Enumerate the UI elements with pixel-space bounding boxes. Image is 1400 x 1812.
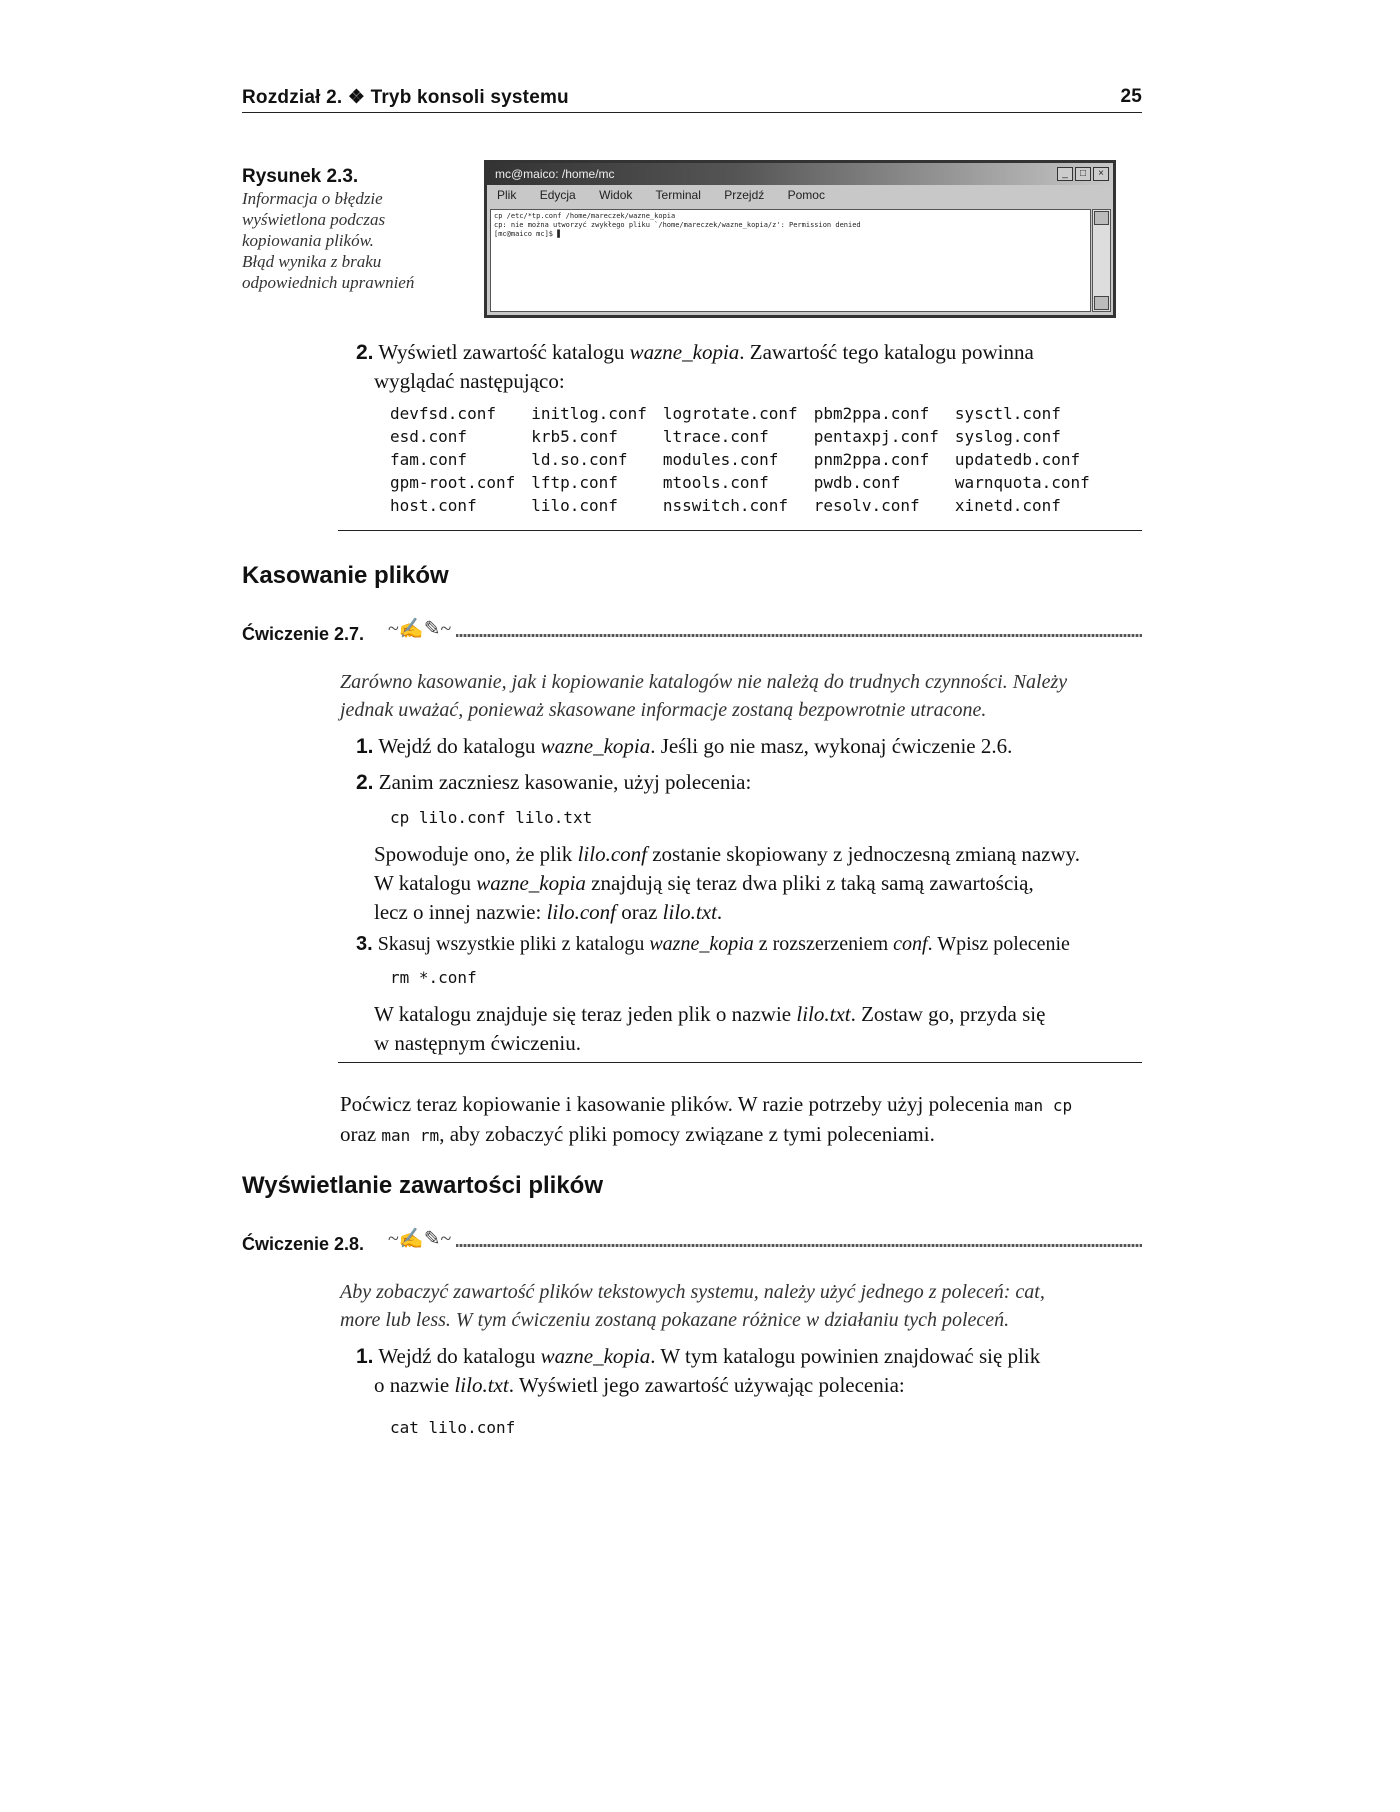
step-text: Zanim zaczniesz kasowanie, użyj polecenia:: [378, 770, 752, 794]
exercise-rule: [456, 634, 1142, 637]
file-listing: [390, 402, 1106, 517]
file-row: [390, 425, 1106, 448]
s2-step-1: [356, 1342, 1136, 1400]
exercise-intro: [340, 1278, 1150, 1334]
step-number: 2.: [356, 341, 374, 364]
step-text: . Jeśli go nie masz, wykonaj ćwiczenie 2.6.: [650, 734, 1013, 758]
file-name: updatedb.conf: [954, 450, 1081, 469]
step-number: 2.: [356, 771, 374, 794]
file-name: lilo.conf: [577, 842, 647, 866]
step-text: Wyświetl zawartość katalogu: [378, 340, 630, 364]
s1-step-2-desc: [374, 840, 1154, 927]
caption-line: Błąd wynika z braku: [242, 252, 382, 271]
close-icon: ×: [1093, 167, 1109, 181]
dir-name: wazne_kopia: [476, 871, 586, 895]
file-name: lilo.txt: [454, 1373, 509, 1397]
text: . Zostaw go, przyda się: [850, 1002, 1046, 1026]
exercise-end-rule: [338, 1062, 1142, 1063]
text: zostanie skopiowany z jednoczesną zmianą nazwy.: [646, 842, 1081, 866]
caption-line: wyświetlona podczas: [242, 210, 386, 229]
text: oraz: [616, 900, 663, 924]
file-name: lftp.conf: [531, 473, 618, 492]
figure-caption: [242, 188, 414, 293]
text: oraz: [340, 1122, 382, 1146]
caption-line: kopiowania plików.: [242, 231, 374, 250]
exercise-ornament-icon: ~✍✎~: [388, 1228, 452, 1250]
inline-code: man cp: [1014, 1096, 1073, 1115]
command: cat lilo.conf: [390, 1418, 516, 1437]
file-name: initlog.conf: [531, 404, 647, 423]
file-name: devfsd.conf: [390, 404, 496, 423]
terminal-line: cp: nie można utworzyć zwykłego pliku `/home/mareczek/wazne_kopia/z': Permission denied: [494, 221, 861, 229]
file-name: mtools.conf: [662, 473, 769, 492]
terminal-screenshot: [484, 160, 1116, 318]
file-name: pwdb.conf: [813, 473, 901, 492]
running-header-chapter: Rozdział 2. ❖ Tryb konsoli systemu: [242, 87, 569, 108]
terminal-menu-plik: Plik: [497, 188, 517, 202]
terminal-line: [mc@maico mc]$ ▋: [494, 230, 562, 238]
s1-step-3: [356, 930, 1070, 958]
dir-name: wazne_kopia: [649, 933, 754, 955]
terminal-scrollbar: [1092, 209, 1111, 312]
intro-line: jednak uważać, ponieważ skasowane informacje zostaną bezpowrotnie utracone.: [340, 699, 987, 721]
file-name: ltrace.conf: [662, 427, 769, 446]
intro-line: Zarówno kasowanie, jak i kopiowanie katalogów nie należą do trudnych czynności. Należy: [340, 671, 1068, 693]
terminal-titlebar: [487, 163, 1113, 185]
file-name: modules.conf: [662, 450, 779, 469]
figure-label: Rysunek 2.3.: [242, 166, 359, 187]
terminal-output: [490, 209, 1091, 312]
exercise-label: Ćwiczenie 2.8.: [242, 1234, 365, 1254]
listing-rule: [338, 530, 1142, 531]
step-2: [356, 338, 1116, 395]
file-name: gpm-root.conf: [390, 473, 516, 492]
dir-name: wazne_kopia: [629, 340, 740, 364]
file-name: esd.conf: [390, 427, 468, 446]
file-name: lilo.txt: [796, 1002, 851, 1026]
text: Poćwicz teraz kopiowanie i kasowanie plików. W razie potrzeby użyj polecenia: [340, 1092, 1015, 1116]
terminal-menu-edycja: Edycja: [539, 188, 576, 202]
file-name: lilo.conf: [531, 496, 618, 515]
step-number: 1.: [356, 735, 374, 758]
terminal-menu-terminal: Terminal: [655, 188, 701, 202]
step-text: Wejdź do katalogu: [378, 734, 541, 758]
file-row: [390, 402, 1106, 425]
inline-code: man rm: [381, 1126, 440, 1145]
minimize-icon: _: [1057, 167, 1073, 181]
extension: conf: [893, 933, 928, 955]
s1-step-3-desc: [374, 1000, 1154, 1058]
caption-line: Informacja o błędzie: [242, 189, 383, 208]
exercise-ornament-icon: ~✍✎~: [388, 618, 452, 640]
text: W katalogu znajduje się teraz jeden plik o nazwie: [374, 1002, 797, 1026]
maximize-icon: □: [1075, 167, 1091, 181]
header-rule: [242, 112, 1142, 113]
step-text: z rozszerzeniem: [753, 933, 894, 955]
dir-name: wazne_kopia: [540, 734, 651, 758]
text: w następnym ćwiczeniu.: [374, 1031, 582, 1055]
file-name: syslog.conf: [954, 427, 1061, 446]
file-name: lilo.txt: [662, 900, 717, 924]
text: .: [716, 900, 723, 924]
file-name: pnm2ppa.conf: [813, 450, 930, 469]
step-number: 1.: [356, 1345, 374, 1368]
dir-name: wazne_kopia: [540, 1344, 651, 1368]
file-name: pbm2ppa.conf: [813, 404, 930, 423]
terminal-menu-pomoc: Pomoc: [787, 188, 825, 202]
step-text: . Wpisz polecenie: [927, 933, 1070, 955]
text: Spowoduje ono, że plik: [374, 842, 578, 866]
terminal-line: cp /etc/*tp.conf /home/mareczek/wazne_kopia: [494, 212, 676, 220]
step-text: . Wyświetl jego zawartość używając polecenia:: [508, 1373, 905, 1397]
file-row: [390, 448, 1106, 471]
file-name: krb5.conf: [531, 427, 618, 446]
step-text: Skasuj wszystkie pliki z katalogu: [377, 933, 650, 955]
intro-line: Aby zobaczyć zawartość plików tekstowych systemu, należy użyć jednego z poleceń: cat,: [340, 1281, 1045, 1303]
section-heading: Wyświetlanie zawartości plików: [242, 1172, 604, 1199]
file-name: pentaxpj.conf: [813, 427, 939, 446]
caption-line: odpowiednich uprawnień: [242, 273, 415, 292]
step-text: wyglądać następująco:: [374, 369, 565, 393]
exercise-label: Ćwiczenie 2.7.: [242, 624, 365, 644]
file-name: warnquota.conf: [954, 473, 1090, 492]
section-heading: Kasowanie plików: [242, 562, 449, 589]
intro-line: more lub less. W tym ćwiczeniu zostaną pokazane różnice w działaniu tych poleceń.: [340, 1309, 1010, 1331]
s1-step-2: [356, 768, 751, 797]
s1-step-1: [356, 732, 1012, 761]
step-number: 3.: [356, 933, 373, 955]
step-text: . Zawartość tego katalogu powinna: [739, 340, 1034, 364]
file-name: lilo.conf: [546, 900, 617, 924]
file-row: [390, 471, 1106, 494]
page-number: 25: [1120, 86, 1142, 107]
command: cp lilo.conf lilo.txt: [390, 808, 593, 827]
file-name: resolv.conf: [813, 496, 920, 515]
file-name: fam.conf: [390, 450, 468, 469]
file-name: logrotate.conf: [662, 404, 798, 423]
scroll-down-arrow-icon: [1094, 296, 1109, 310]
scroll-up-arrow-icon: [1094, 211, 1109, 225]
file-row: [390, 494, 1106, 517]
file-name: ld.so.conf: [531, 450, 628, 469]
terminal-menu-widok: Widok: [599, 188, 633, 202]
exercise-intro: [340, 668, 1150, 724]
terminal-menubar: [487, 185, 1113, 205]
step-text: . W tym katalogu powinien znajdować się plik: [650, 1344, 1041, 1368]
file-name: xinetd.conf: [954, 496, 1061, 515]
file-name: host.conf: [390, 496, 477, 515]
terminal-menu-przejdz: Przejdź: [724, 188, 765, 202]
text: W katalogu: [374, 871, 477, 895]
exercise-rule: [456, 1244, 1142, 1247]
command: rm *.conf: [390, 968, 477, 987]
practice-paragraph: [340, 1090, 1150, 1150]
file-name: sysctl.conf: [954, 404, 1061, 423]
step-text: o nazwie: [374, 1373, 455, 1397]
step-text: Wejdź do katalogu: [378, 1344, 541, 1368]
text: znajdują się teraz dwa pliki z taką samą zawartością,: [585, 871, 1034, 895]
file-name: nsswitch.conf: [662, 496, 789, 515]
text: lecz o innej nazwie:: [374, 900, 547, 924]
text: , aby zobaczyć pliki pomocy związane z tymi poleceniami.: [439, 1122, 935, 1146]
terminal-title: mc@maico: /home/mc: [495, 167, 615, 181]
